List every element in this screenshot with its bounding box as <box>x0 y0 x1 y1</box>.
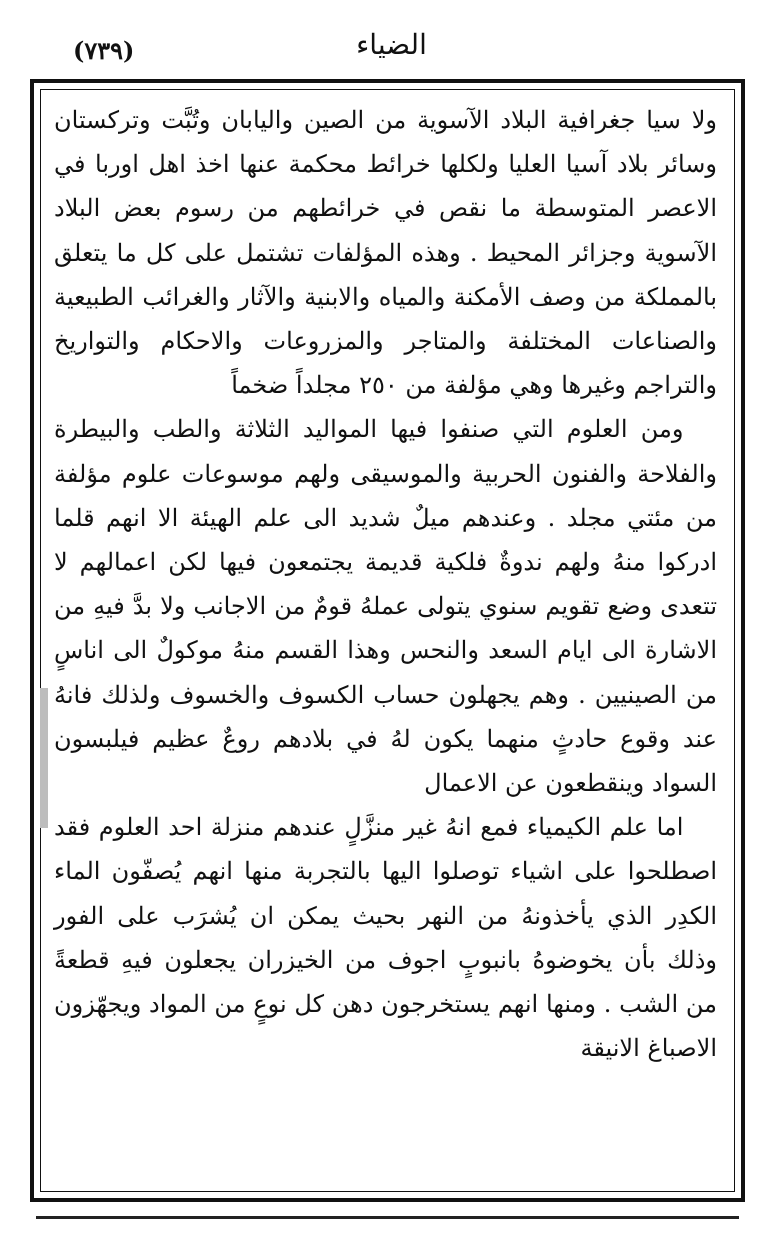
paragraph-1: ولا سيا جغرافية البلاد الآسوية من الصين واليابان وتُبَّت وتركستان وسائر بلاد آسيا العليا ولكلها خرائط محكمة عنها اخذ اهل اوربا في الاعصر المتوسطة ما نقص في خرائطهم من رسوم بعض البلاد الآسوية وجزائر المحيط . وهذه المؤلفات تشتمل على كل ما يتعلق بالمملكة من وصف الأمكنة والمياه والابنية والآثار والغرائب الطبيعية والصناعات المختلفة والمتاجر والمزروعات والاحكام والتواريخ والتراجم وغيرها وهي مؤلفة من ٢٥٠ مجلداً ضخماً <box>54 106 718 400</box>
running-title: الضياء <box>356 28 427 61</box>
article-body <box>54 98 717 1070</box>
scan-edge-mark <box>40 688 48 828</box>
paragraph-3: اما علم الكيمياء فمع انهُ غير منزَّلٍ عندهم منزلة احد العلوم فقد اصطلحوا على اشياء توصلوا اليها بالتجربة منها انهم يُصفّون الماء الكدِر الذي يأخذونهُ من النهر بحيث يمكن ان يُشرَب على الفور وذلك بأن يخوضوهُ بانبوبٍ اجوف من الخيزران يجعلون فيهِ قطعةً من الشب . ومنها انهم يستخرجون دهن كل نوعٍ من المواد ويجهّزون الاصباغ الانيقة <box>54 813 717 1063</box>
page-header <box>40 22 743 72</box>
page-number: (٧٣٩) <box>73 36 135 65</box>
paragraph-2: ومن العلوم التي صنفوا فيها المواليد الثلاثة والطب والبيطرة والفلاحة والفنون الحربية والموسيقى ولهم موسوعات علوم مؤلفة من مئتي مجلد . وعندهم ميلٌ شديد الى علم الهيئة الا انهم قلما ادركوا منهُ ولهم ندوةٌ فلكية قديمة يجتمعون فيها لكن اعمالهم لا تتعدى وضع تقويم سنوي يتولى عملهُ قومٌ من الاجانب ولا بدَّ فيهِ من الاشارة الى ايام السعد والنحس وهذا القسم منهُ موكولٌ الى اناسٍ من الصينيين . وهم يجهلون حساب الكسوف والخسوف ولذلك فانهُ عند وقوع حادثٍ منهما يكون لهُ في بلادهم روعٌ عظيم فيلبسون السواد وينقطعون عن الاعمال <box>54 415 717 798</box>
bottom-rule <box>36 1216 739 1219</box>
